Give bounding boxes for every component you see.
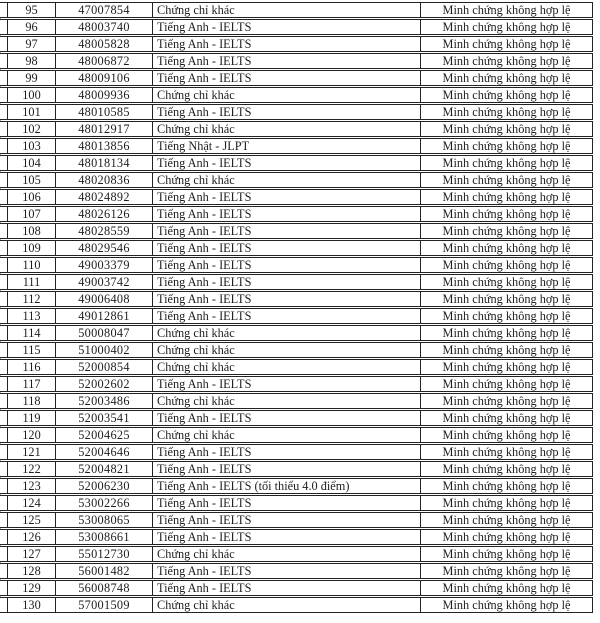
- row-number-cell: 124: [8, 496, 56, 510]
- status-cell: Minh chứng không hợp lệ: [442, 241, 571, 255]
- table-row: [0, 223, 593, 239]
- status-cell: Minh chứng không hợp lệ: [442, 173, 571, 187]
- cropped-left-column-cell: [0, 513, 8, 527]
- certificate-type-cell: Tiếng Anh - IELTS: [153, 71, 421, 85]
- status-cell: Minh chứng không hợp lệ: [442, 377, 571, 391]
- cropped-left-column-cell: [0, 428, 8, 442]
- candidate-id-cell: 52003486: [56, 394, 153, 408]
- certificate-type-cell: Tiếng Nhật - JLPT: [153, 139, 421, 153]
- certificate-type-cell: Chứng chỉ khác: [153, 394, 421, 408]
- status-cell: Minh chứng không hợp lệ: [442, 581, 571, 595]
- table-row: [0, 70, 593, 86]
- candidate-id-cell: 48003740: [56, 20, 153, 34]
- candidate-id-cell: 49006408: [56, 292, 153, 306]
- certificate-type-cell: Tiếng Anh - IELTS: [153, 581, 421, 595]
- table-row: [0, 359, 593, 375]
- row-number-cell: 118: [8, 394, 56, 408]
- certificate-type-cell: Tiếng Anh - IELTS: [153, 564, 421, 578]
- row-number-cell: 115: [8, 343, 56, 357]
- candidate-id-cell: 47007854: [56, 3, 153, 17]
- row-number-cell: 112: [8, 292, 56, 306]
- cropped-left-column-cell: [0, 377, 8, 391]
- status-cell: Minh chứng không hợp lệ: [442, 598, 571, 612]
- candidate-id-cell: 52004821: [56, 462, 153, 476]
- table-row: [0, 138, 593, 154]
- row-number-cell: 104: [8, 156, 56, 170]
- certificate-type-cell: Chứng chỉ khác: [153, 173, 421, 187]
- candidate-id-cell: 52006230: [56, 479, 153, 493]
- cropped-left-column-cell: [0, 122, 8, 136]
- table-row: [0, 257, 593, 273]
- table-row: [0, 2, 593, 18]
- candidate-id-cell: 50008047: [56, 326, 153, 340]
- certificate-type-cell: Tiếng Anh - IELTS: [153, 37, 421, 51]
- row-number-cell: 127: [8, 547, 56, 561]
- candidate-id-cell: 49003742: [56, 275, 153, 289]
- cropped-left-column-cell: [0, 156, 8, 170]
- candidate-id-cell: 56008748: [56, 581, 153, 595]
- certificate-type-cell: Chứng chỉ khác: [153, 360, 421, 374]
- certificate-type-cell: Tiếng Anh - IELTS: [153, 258, 421, 272]
- candidate-id-cell: 52004625: [56, 428, 153, 442]
- certificate-results-table: [0, 2, 593, 614]
- table-row: [0, 325, 593, 341]
- cropped-left-column-cell: [0, 496, 8, 510]
- cropped-left-column-cell: [0, 411, 8, 425]
- row-number-cell: 97: [8, 37, 56, 51]
- table-row: [0, 172, 593, 188]
- table-row: [0, 546, 593, 562]
- status-cell: Minh chứng không hợp lệ: [442, 122, 571, 136]
- certificate-type-cell: Tiếng Anh - IELTS: [153, 105, 421, 119]
- candidate-id-cell: 56001482: [56, 564, 153, 578]
- cropped-left-column-cell: [0, 394, 8, 408]
- status-cell: Minh chứng không hợp lệ: [442, 275, 571, 289]
- candidate-id-cell: 52002602: [56, 377, 153, 391]
- table-row: [0, 240, 593, 256]
- cropped-left-column-cell: [0, 309, 8, 323]
- status-cell: Minh chứng không hợp lệ: [442, 462, 571, 476]
- cropped-left-column-cell: [0, 258, 8, 272]
- cropped-left-column-cell: [0, 564, 8, 578]
- candidate-id-cell: 48020836: [56, 173, 153, 187]
- table-row: [0, 393, 593, 409]
- status-cell: Minh chứng không hợp lệ: [442, 224, 571, 238]
- status-cell: Minh chứng không hợp lệ: [442, 190, 571, 204]
- cropped-left-column-cell: [0, 3, 8, 17]
- cropped-left-column-cell: [0, 37, 8, 51]
- status-cell: Minh chứng không hợp lệ: [442, 513, 571, 527]
- status-cell: Minh chứng không hợp lệ: [442, 428, 571, 442]
- candidate-id-cell: 48005828: [56, 37, 153, 51]
- status-cell: Minh chứng không hợp lệ: [442, 105, 571, 119]
- candidate-id-cell: 51000402: [56, 343, 153, 357]
- certificate-type-cell: Tiếng Anh - IELTS: [153, 530, 421, 544]
- row-number-cell: 120: [8, 428, 56, 442]
- cropped-left-column-cell: [0, 241, 8, 255]
- table-row: [0, 495, 593, 511]
- candidate-id-cell: 48010585: [56, 105, 153, 119]
- cropped-left-column-cell: [0, 71, 8, 85]
- row-number-cell: 126: [8, 530, 56, 544]
- certificate-type-cell: Tiếng Anh - IELTS: [153, 377, 421, 391]
- row-number-cell: 107: [8, 207, 56, 221]
- table-row: [0, 155, 593, 171]
- certificate-type-cell: Tiếng Anh - IELTS: [153, 462, 421, 476]
- candidate-id-cell: 57001509: [56, 598, 153, 612]
- table-row: [0, 444, 593, 460]
- candidate-id-cell: 48012917: [56, 122, 153, 136]
- certificate-type-cell: Tiếng Anh - IELTS: [153, 411, 421, 425]
- certificate-type-cell: Tiếng Anh - IELTS: [153, 54, 421, 68]
- certificate-type-cell: Chứng chỉ khác: [153, 547, 421, 561]
- row-number-cell: 128: [8, 564, 56, 578]
- table-row: [0, 529, 593, 545]
- table-row: [0, 53, 593, 69]
- status-cell: Minh chứng không hợp lệ: [442, 71, 571, 85]
- cropped-left-column-cell: [0, 462, 8, 476]
- candidate-id-cell: 53008065: [56, 513, 153, 527]
- row-number-cell: 108: [8, 224, 56, 238]
- status-cell: Minh chứng không hợp lệ: [442, 394, 571, 408]
- status-cell: Minh chứng không hợp lệ: [442, 360, 571, 374]
- certificate-type-cell: Tiếng Anh - IELTS: [153, 496, 421, 510]
- status-cell: Minh chứng không hợp lệ: [442, 88, 571, 102]
- candidate-id-cell: 49012861: [56, 309, 153, 323]
- table-row: [0, 87, 593, 103]
- status-cell: Minh chứng không hợp lệ: [442, 292, 571, 306]
- table-row: [0, 104, 593, 120]
- cropped-left-column-cell: [0, 292, 8, 306]
- table-row: [0, 512, 593, 528]
- table-row: [0, 121, 593, 137]
- certificate-type-cell: Chứng chỉ khác: [153, 122, 421, 136]
- candidate-id-cell: 48026126: [56, 207, 153, 221]
- row-number-cell: 130: [8, 598, 56, 612]
- cropped-left-column-cell: [0, 173, 8, 187]
- certificate-type-cell: Tiếng Anh - IELTS: [153, 292, 421, 306]
- table-row: [0, 274, 593, 290]
- status-cell: Minh chứng không hợp lệ: [442, 20, 571, 34]
- certificate-type-cell: Tiếng Anh - IELTS: [153, 20, 421, 34]
- row-number-cell: 96: [8, 20, 56, 34]
- certificate-type-cell: Tiếng Anh - IELTS: [153, 309, 421, 323]
- row-number-cell: 99: [8, 71, 56, 85]
- candidate-id-cell: 48028559: [56, 224, 153, 238]
- row-number-cell: 117: [8, 377, 56, 391]
- row-number-cell: 95: [8, 3, 56, 17]
- status-cell: Minh chứng không hợp lệ: [442, 547, 571, 561]
- candidate-id-cell: 48029546: [56, 241, 153, 255]
- table-row: [0, 376, 593, 392]
- candidate-id-cell: 53002266: [56, 496, 153, 510]
- cropped-left-column-cell: [0, 105, 8, 119]
- row-number-cell: 105: [8, 173, 56, 187]
- table-row: [0, 308, 593, 324]
- certificate-type-cell: Chứng chỉ khác: [153, 343, 421, 357]
- certificate-type-cell: Tiếng Anh - IELTS: [153, 241, 421, 255]
- table-row: [0, 427, 593, 443]
- candidate-id-cell: 55012730: [56, 547, 153, 561]
- certificate-type-cell: Tiếng Anh - IELTS: [153, 445, 421, 459]
- row-number-cell: 113: [8, 309, 56, 323]
- status-cell: Minh chứng không hợp lệ: [442, 54, 571, 68]
- row-number-cell: 122: [8, 462, 56, 476]
- table-row: [0, 478, 593, 494]
- status-cell: Minh chứng không hợp lệ: [442, 326, 571, 340]
- certificate-type-cell: Tiếng Anh - IELTS: [153, 224, 421, 238]
- table-row: [0, 36, 593, 52]
- cropped-left-column-cell: [0, 547, 8, 561]
- certificate-type-cell: Tiếng Anh - IELTS: [153, 275, 421, 289]
- status-cell: Minh chứng không hợp lệ: [442, 343, 571, 357]
- candidate-id-cell: 48006872: [56, 54, 153, 68]
- cropped-left-column-cell: [0, 224, 8, 238]
- candidate-id-cell: 48024892: [56, 190, 153, 204]
- certificate-type-cell: Tiếng Anh - IELTS (tối thiểu 4.0 điểm): [153, 479, 421, 493]
- status-cell: Minh chứng không hợp lệ: [442, 530, 571, 544]
- cropped-left-column-cell: [0, 54, 8, 68]
- status-cell: Minh chứng không hợp lệ: [442, 37, 571, 51]
- status-cell: Minh chứng không hợp lệ: [442, 411, 571, 425]
- cropped-left-column-cell: [0, 445, 8, 459]
- candidate-id-cell: 52000854: [56, 360, 153, 374]
- status-cell: Minh chứng không hợp lệ: [442, 3, 571, 17]
- cropped-left-column-cell: [0, 530, 8, 544]
- row-number-cell: 114: [8, 326, 56, 340]
- row-number-cell: 102: [8, 122, 56, 136]
- table-row: [0, 291, 593, 307]
- cropped-left-column-cell: [0, 326, 8, 340]
- certificate-type-cell: Chứng chỉ khác: [153, 598, 421, 612]
- row-number-cell: 123: [8, 479, 56, 493]
- status-cell: Minh chứng không hợp lệ: [442, 139, 571, 153]
- status-cell: Minh chứng không hợp lệ: [442, 309, 571, 323]
- candidate-id-cell: 48013856: [56, 139, 153, 153]
- cropped-left-column-cell: [0, 88, 8, 102]
- candidate-id-cell: 48009936: [56, 88, 153, 102]
- table-row: [0, 563, 593, 579]
- table-row: [0, 19, 593, 35]
- row-number-cell: 116: [8, 360, 56, 374]
- row-number-cell: 103: [8, 139, 56, 153]
- candidate-id-cell: 53008661: [56, 530, 153, 544]
- certificate-type-cell: Tiếng Anh - IELTS: [153, 156, 421, 170]
- row-number-cell: 109: [8, 241, 56, 255]
- cropped-left-column-cell: [0, 207, 8, 221]
- status-cell: Minh chứng không hợp lệ: [442, 445, 571, 459]
- row-number-cell: 125: [8, 513, 56, 527]
- table-row: [0, 206, 593, 222]
- status-cell: Minh chứng không hợp lệ: [442, 479, 571, 493]
- row-number-cell: 100: [8, 88, 56, 102]
- cropped-left-column-cell: [0, 190, 8, 204]
- cropped-left-column-cell: [0, 360, 8, 374]
- cropped-left-column-cell: [0, 20, 8, 34]
- cropped-left-column-cell: [0, 479, 8, 493]
- certificate-type-cell: Tiếng Anh - IELTS: [153, 207, 421, 221]
- row-number-cell: 101: [8, 105, 56, 119]
- row-number-cell: 110: [8, 258, 56, 272]
- certificate-type-cell: Tiếng Anh - IELTS: [153, 513, 421, 527]
- candidate-id-cell: 49003379: [56, 258, 153, 272]
- status-cell: Minh chứng không hợp lệ: [442, 564, 571, 578]
- certificate-type-cell: Chứng chỉ khác: [153, 3, 421, 17]
- table-row: [0, 580, 593, 596]
- row-number-cell: 121: [8, 445, 56, 459]
- status-cell: Minh chứng không hợp lệ: [442, 258, 571, 272]
- row-number-cell: 106: [8, 190, 56, 204]
- cropped-left-column-cell: [0, 139, 8, 153]
- candidate-id-cell: 52003541: [56, 411, 153, 425]
- candidate-id-cell: 48009106: [56, 71, 153, 85]
- table-row: [0, 461, 593, 477]
- status-cell: Minh chứng không hợp lệ: [442, 496, 571, 510]
- row-number-cell: 111: [8, 275, 56, 289]
- status-cell: Minh chứng không hợp lệ: [442, 207, 571, 221]
- certificate-type-cell: Tiếng Anh - IELTS: [153, 190, 421, 204]
- row-number-cell: 98: [8, 54, 56, 68]
- table-row: [0, 410, 593, 426]
- certificate-type-cell: Chứng chỉ khác: [153, 88, 421, 102]
- cropped-left-column-cell: [0, 598, 8, 612]
- cropped-left-column-cell: [0, 275, 8, 289]
- status-cell: Minh chứng không hợp lệ: [442, 156, 571, 170]
- row-number-cell: 129: [8, 581, 56, 595]
- candidate-id-cell: 48018134: [56, 156, 153, 170]
- certificate-type-cell: Chứng chỉ khác: [153, 326, 421, 340]
- table-row: [0, 597, 593, 613]
- table-row: [0, 189, 593, 205]
- row-number-cell: 119: [8, 411, 56, 425]
- certificate-type-cell: Chứng chỉ khác: [153, 428, 421, 442]
- cropped-left-column-cell: [0, 343, 8, 357]
- candidate-id-cell: 52004646: [56, 445, 153, 459]
- table-row: [0, 342, 593, 358]
- cropped-left-column-cell: [0, 581, 8, 595]
